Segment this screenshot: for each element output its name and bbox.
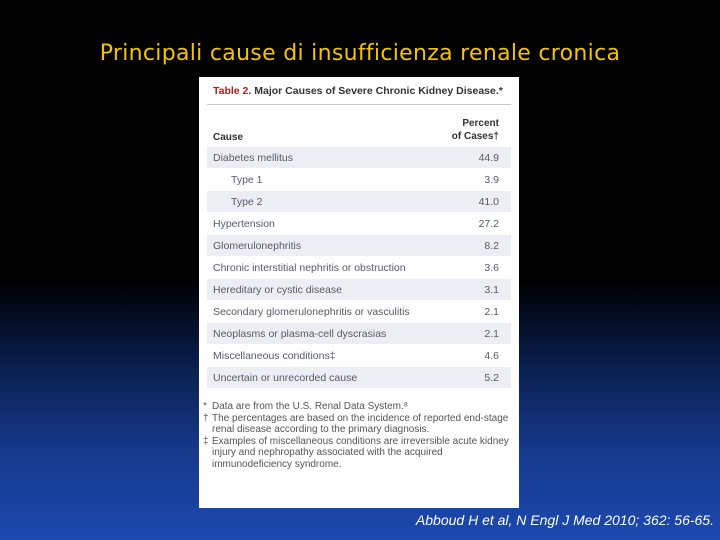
- row-cause: Glomerulonephritis: [213, 240, 302, 252]
- table-row: [207, 301, 511, 323]
- table-caption: [213, 85, 503, 97]
- table-row: [207, 323, 511, 345]
- row-percent: 41.0: [478, 196, 499, 208]
- row-percent: 3.6: [484, 262, 499, 274]
- row-cause: Hereditary or cystic disease: [213, 284, 342, 296]
- table-row: [207, 191, 511, 213]
- header-percent-line1: Percent: [462, 118, 499, 129]
- caption-divider: [207, 104, 511, 105]
- header-percent: [452, 117, 499, 143]
- table-row: [207, 367, 511, 389]
- footnote-text: The percentages are based on the incidence of reported end-stage renal disease according to the primary diagnosis.: [212, 412, 509, 436]
- table-body: [207, 147, 511, 389]
- row-cause: Diabetes mellitus: [213, 152, 293, 164]
- row-cause: Chronic interstitial nephritis or obstruction: [213, 262, 406, 274]
- row-percent: 4.6: [484, 350, 499, 362]
- footnote-mark: †: [203, 412, 209, 424]
- row-cause: Uncertain or unrecorded cause: [213, 372, 358, 384]
- header-percent-line2: of Cases†: [451, 131, 499, 142]
- row-percent: 27.2: [478, 218, 499, 230]
- row-percent: 2.1: [484, 328, 499, 340]
- row-percent: 44.9: [478, 152, 499, 164]
- row-percent: 5.2: [484, 372, 499, 384]
- row-percent: 3.9: [484, 174, 499, 186]
- row-cause: Neoplasms or plasma-cell dyscrasias: [213, 328, 387, 340]
- table-title: Major Causes of Severe Chronic Kidney Disease.*: [254, 85, 503, 97]
- table-image: [199, 77, 519, 508]
- footnote: [203, 436, 511, 471]
- row-cause: Miscellaneous conditions‡: [213, 350, 336, 362]
- table-header: [207, 117, 511, 145]
- row-percent: 3.1: [484, 284, 499, 296]
- table-row: [207, 279, 511, 301]
- table-row: [207, 235, 511, 257]
- slide-title: Principali cause di insufficienza renale cronica: [99, 41, 621, 66]
- table-footnotes: [203, 401, 511, 471]
- footnote: [203, 413, 511, 436]
- row-cause: Hypertension: [213, 218, 275, 230]
- footnote: [203, 401, 511, 413]
- row-cause: Type 2: [231, 196, 263, 208]
- row-percent: 2.1: [484, 306, 499, 318]
- row-percent: 8.2: [484, 240, 499, 252]
- table-row: [207, 147, 511, 169]
- footnote-text: Data are from the U.S. Renal Data System.⁸: [212, 401, 408, 412]
- table-row: [207, 169, 511, 191]
- table-row: [207, 257, 511, 279]
- citation: Abboud H et al, N Engl J Med 2010; 362: 56-65.: [415, 512, 714, 528]
- table-number: Table 2.: [213, 85, 252, 97]
- row-cause: Secondary glomerulonephritis or vasculitis: [213, 306, 410, 318]
- row-cause: Type 1: [231, 174, 263, 186]
- table-row: [207, 345, 511, 367]
- table-row: [207, 213, 511, 235]
- footnote-mark: ‡: [203, 435, 209, 447]
- footnote-mark: *: [203, 401, 207, 412]
- footnote-text: Examples of miscellaneous conditions are irreversible acute kidney injury and nephropathy associated with the acquired immunodeficiency syndrome.: [212, 435, 509, 470]
- header-cause: Cause: [213, 132, 244, 143]
